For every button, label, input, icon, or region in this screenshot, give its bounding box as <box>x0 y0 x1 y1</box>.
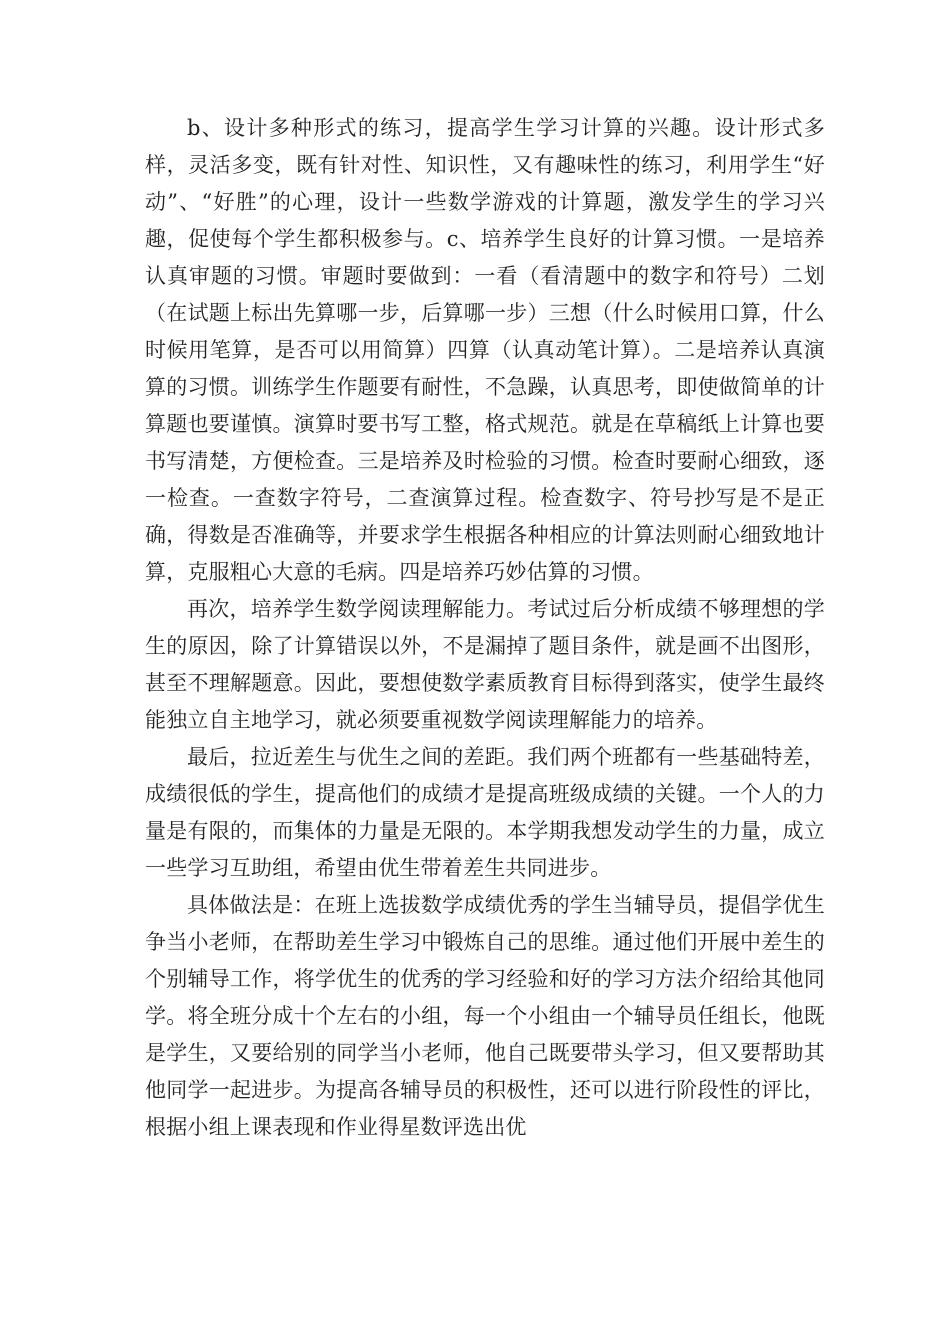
paragraph-calculation-habits: b、设计多种形式的练习，提高学生学习计算的兴趣。设计形式多样，灵活多变，既有针对性、知识性，又有趣味性的练习，利用学生“好动”、“好胜”的心理，设计一些数学游戏的计算题，激发学生的学习兴趣，促使每个学生都积极参与。c、培养学生良好的计算习惯。一是培养认真审题的习惯。审题时要做到：一看（看清题中的数字和符号）二划（在试题上标出先算哪一步，后算哪一步）三想（什么时候用口算，什么时候用笔算，是否可以用简算）四算（认真动笔计算）。二是培养认真演算的习惯。训练学生作题要有耐性，不急躁，认真思考，即使做简单的计算题也要谨慎。演算时要书写工整，格式规范。就是在草稿纸上计算也要书写清楚，方便检查。三是培养及时检验的习惯。检查时要耐心细致，逐一检查。一查数字符号，二查演算过程。检查数字、符号抄写是不是正确，得数是否准确等，并要求学生根据各种相应的计算法则耐心细致地计算，克服粗心大意的毛病。四是培养巧妙估算的习惯。 <box>145 116 825 584</box>
document-body <box>145 110 825 1146</box>
paragraph-closing-gap: 最后，拉近差生与优生之间的差距。我们两个班都有一些基础特差，成绩很低的学生，提高他们的成绩才是提高班级成绩的关键。一个人的力量是有限的，而集体的力量是无限的。本学期我想发动学生的力量，成立一些学习互助组，希望由优生带着差生共同进步。 <box>145 745 825 880</box>
paragraph-specific-methods: 具体做法是：在班上选拔数学成绩优秀的学生当辅导员，提倡学优生争当小老师，在帮助差生学习中锻炼自己的思维。通过他们开展中差生的个别辅导工作，将学优生的优秀的学习经验和好的学习方法介绍给其他同学。将全班分成十个左右的小组，每一个小组由一个辅导员任组长，他既是学生，又要给别的同学当小老师，他自己既要带头学习，但又要帮助其他同学一起进步。为提高各辅导员的积极性，还可以进行阶段性的评比，根据小组上课表现和作业得星数评选出优 <box>145 893 825 1139</box>
paragraph-reading-comprehension: 再次，培养学生数学阅读理解能力。考试过后分析成绩不够理想的学生的原因，除了计算错误以外，不是漏掉了题目条件，就是画不出图形，甚至不理解题意。因此，要想使数学素质教育目标得到落实，使学生最终能独立自主地学习，就必须要重视数学阅读理解能力的培养。 <box>145 597 825 732</box>
